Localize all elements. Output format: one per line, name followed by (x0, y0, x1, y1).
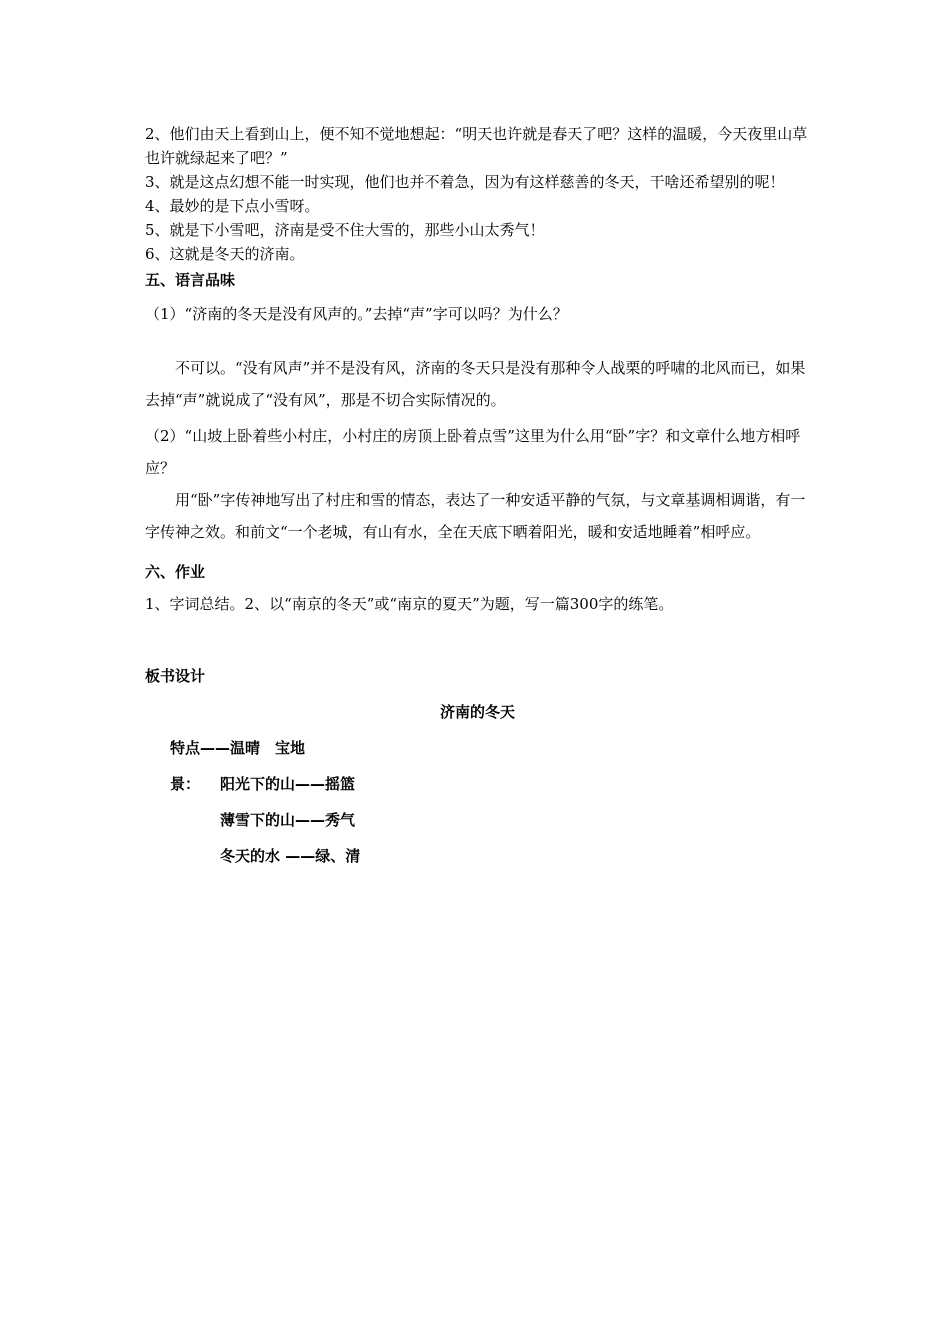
answer-2: 用“卧”字传神地写出了村庄和雪的情态，表达了一种安适平静的气氛，与文章基调相调谐，有一字传神之效。和前文“一个老城，有山有水，全在天底下晒着阳光，暖和安适地睡着”相呼应。 (145, 491, 806, 541)
item-5: 5、就是下小雪吧，济南是受不住大雪的，那些小山太秀气！ (145, 221, 545, 239)
answer-1: 不可以。“没有风声”并不是没有风，济南的冬天只是没有那种令人战栗的呼啸的北风而已，如果去掉“声”就说成了“没有风”，那是不切合实际情况的。 (145, 359, 806, 409)
section-5-heading: 五、语言品味 (145, 271, 236, 289)
item-4: 4、最妙的是下点小雪呀。 (145, 197, 320, 215)
section-6-heading: 六、作业 (145, 563, 206, 581)
board-scene-2: 薄雪下的山——秀气 (220, 811, 356, 829)
board-scene-1: 阳光下的山——摇篮 (220, 775, 356, 793)
board-design-heading: 板书设计 (145, 667, 206, 685)
item-3: 3、就是这点幻想不能一时实现，他们也并不着急，因为有这样慈善的冬天，干啥还希望别的呢！ (145, 173, 785, 191)
board-title: 济南的冬天 (439, 703, 515, 721)
item-6: 6、这就是冬天的济南。 (145, 245, 305, 263)
board-scene-3: 冬天的水 ——绿、清 (220, 847, 361, 865)
board-scene-label: 景： (170, 775, 201, 793)
homework-content: 1、字词总结。2、以“南京的冬天”或“南京的夏天”为题，写一篇300字的练笔。 (145, 595, 674, 613)
board-scene-row-1 (145, 766, 810, 802)
question-1: （1）“济南的冬天是没有风声的。”去掉“声”字可以吗？为什么？ (145, 305, 568, 323)
document-page (145, 122, 810, 874)
board-feature: 特点——温晴 宝地 (170, 739, 306, 757)
item-2: 2、他们由天上看到山上，便不知不觉地想起：“明天也许就是春天了吧？这样的温暖，今天夜里山草也许就绿起来了吧？” (145, 125, 808, 167)
question-2: （2）“山坡上卧着些小村庄，小村庄的房顶上卧着点雪”这里为什么用“卧”字？和文章什么地方相呼应？ (145, 427, 801, 477)
spacer (145, 328, 810, 352)
